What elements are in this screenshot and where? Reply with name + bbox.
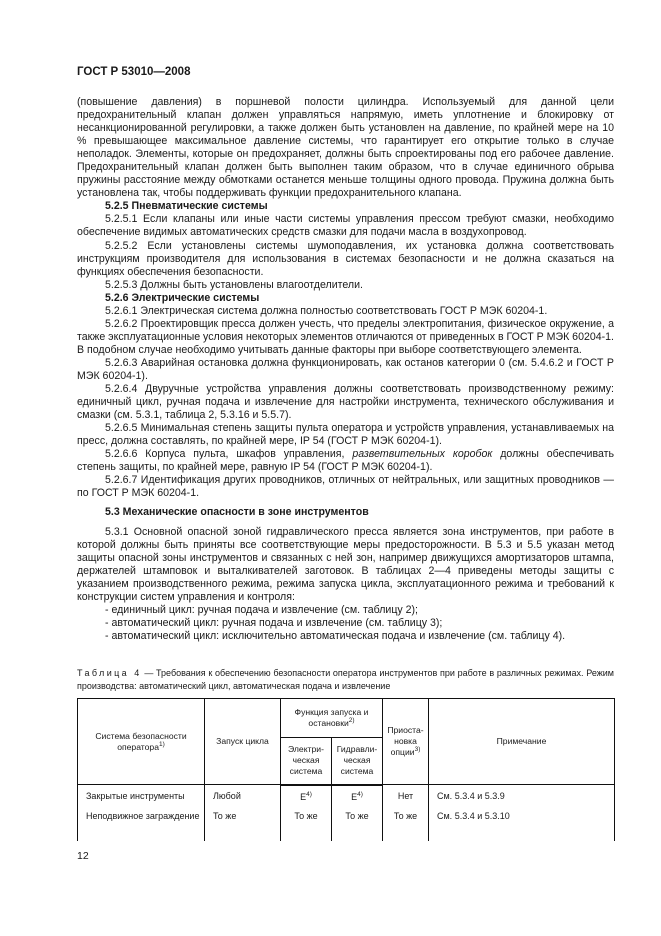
paragraph-5-2-6-6 [77, 448, 614, 474]
table-caption [77, 667, 614, 692]
cell-electric: То же [281, 805, 332, 841]
cell-system: Неподвижное заграждение [78, 805, 205, 841]
paragraph-5-2-6-1: 5.2.6.1 Электрическая система должна полностью соответствовать ГОСТ Р МЭК 60204-1. [105, 304, 548, 317]
section-heading-5-2-5: 5.2.5 Пневматические системы [105, 200, 268, 213]
document-body [77, 96, 614, 643]
cell-suspend: Нет [383, 785, 429, 805]
paragraph-5-2-6-5: 5.2.6.5 Минимальная степень защиты пульта оператора и устройств управления, устанавливаемых на пресс, должна составлять, по крайней мере, IP 54 (ГОСТ Р МЭК 60204-1). [77, 422, 614, 448]
header-operator-safety-system: Система безопасности оператора$^{1)}$ [78, 699, 205, 785]
paragraph-5-2-5-3: 5.2.5.3 Должны быть установлены влагоотделители. [105, 278, 363, 291]
cell-hydraulic: То же [332, 805, 383, 841]
paragraph-5-2-6-6-start: 5.2.6.6 Корпуса пульта, шкафов управления, [105, 448, 353, 461]
section-heading-5-2-6: 5.2.6 Электрические системы [105, 291, 260, 304]
header-option-suspend: Приоста-новка опции$^{3)}$ [383, 699, 429, 785]
standard-id-header: ГОСТ Р 53010—2008 [77, 66, 191, 78]
paragraph-5-3-1: 5.3.1 Основной опасной зоной гидравлического пресса является зона инструментов, при работе в которой должны быть приняты все соответствующие меры предосторожности. В 5.3 и 5.5 указан метод защиты опасной зоны инструментов и связанных с ней зон, например движущихся амортизаторов штампа, держателей штамповок и выталкивателей заготовок. В таблицах 2—4 приведены методы защиты с указанием производственного режима, режима запуска цикла, эксплуатационного режима и требований к конструкции систем управления и контроля: [77, 525, 614, 603]
cell-note: См. 5.3.4 и 5.3.10 [429, 805, 615, 841]
paragraph-intro: (повышение давления) в поршневой полости цилиндра. Используемый для данной цели предохранительный клапан должен управляться напрямую, иметь уплотнение и блокировку от несанкционированной регулировки, а также должен быть установлен на давление, по крайней мере на 10 % превышающее максимальное давление системы, что гарантирует его открытие только в случае неполадок. Элементы, которые он предохраняет, должны быть спроектированы под его рабочее давление. Предохранительный клапан должен быть выполнен таким образом, что в случае единичного обрыва пружины расстояние между обмотками останется меньше толщины одного провода. Пружина должна быть установлена так, чтобы поддерживать функции предохранительного клапана. [77, 96, 614, 200]
paragraph-5-2-6-2: 5.2.6.2 Проектировщик пресса должен учесть, что пределы электропитания, физическое окружение, а также эксплуатационные условия некоторых элементов отличаются от приведенных в ГОСТ Р МЭК 60204-1. В подобном случае необходимо учитывать данные факторы при выборе соответствующего элемента. [77, 317, 614, 356]
table-caption-label: Таблица 4 [77, 668, 142, 678]
header-electric-system: Электри-ческая система [281, 738, 332, 785]
table-row [78, 785, 615, 805]
list-item: - единичный цикл: ручная подача и извлечение (см. таблицу 2); [105, 603, 418, 616]
header-hydraulic-system: Гидравли-ческая система [332, 738, 383, 785]
requirements-table [77, 698, 615, 841]
cell-start: То же [205, 805, 281, 841]
section-heading-5-3: 5.3 Механические опасности в зоне инструментов [105, 506, 369, 519]
paragraph-5-2-6-6-end: должны обеспечивать степень защиты, по крайней мере, равную IP 54 (ГОСТ Р МЭК 60204-1). [77, 448, 614, 474]
header-cycle-start: Запуск цикла [205, 699, 281, 785]
cell-system: Закрытые инструменты [78, 785, 205, 805]
paragraph-5-2-6-4: 5.2.6.4 Двуручные устройства управления должны соответствовать производственному режиму: единичный цикл, ручная подача и извлечение для настройки инструмента, технического обслуживания и смазки (см. 5.3.1, таблица 2, 5.3.16 и 5.5.7). [77, 383, 614, 422]
page-number: 12 [77, 850, 89, 862]
header-start-stop-function: Функция запуска и остановки$^{2)}$ [281, 699, 383, 738]
table-caption-text: — Требования к обеспечению безопасности оператора инструментов при работе в различных режимах. Режим производства: автоматический цикл, автоматическая подача и извлечение [77, 668, 614, 691]
cell-start: Любой [205, 785, 281, 805]
paragraph-5-2-6-3: 5.2.6.3 Аварийная остановка должна функционировать, как останов категории 0 (см. 5.4.6.2 и ГОСТ Р МЭК 60204-1). [77, 356, 614, 382]
paragraph-5-2-6-7: 5.2.6.7 Идентификация других проводников, отличных от нейтральных, или защитных проводников — по ГОСТ Р МЭК 60204-1. [77, 474, 614, 500]
italic-term: разветвительных коробок [352, 448, 493, 461]
list-item: - автоматический цикл: ручная подача и извлечение (см. таблицу 3); [105, 616, 443, 629]
cell-hydraulic: $E^{4)}$ [332, 785, 383, 805]
header-note: Примечание [429, 699, 615, 785]
table-row [78, 805, 615, 841]
paragraph-5-2-5-2: 5.2.5.2 Если установлены системы шумоподавления, их установка должна соответствовать инструкциям производителя для использования в системах безопасности и не должна сказаться на функциях обеспечения безопасности. [77, 239, 614, 278]
cell-suspend: То же [383, 805, 429, 841]
cell-electric: $E^{4)}$ [281, 785, 332, 805]
cell-note: См. 5.3.4 и 5.3.9 [429, 785, 615, 805]
list-item: - автоматический цикл: исключительно автоматическая подача и извлечение (см. таблицу 4). [105, 629, 566, 642]
paragraph-5-2-5-1: 5.2.5.1 Если клапаны или иные части системы управления прессом требуют смазки, необходимо обеспечение видимых автоматических средств смазки для подачи масла в воздухопровод. [77, 213, 614, 239]
